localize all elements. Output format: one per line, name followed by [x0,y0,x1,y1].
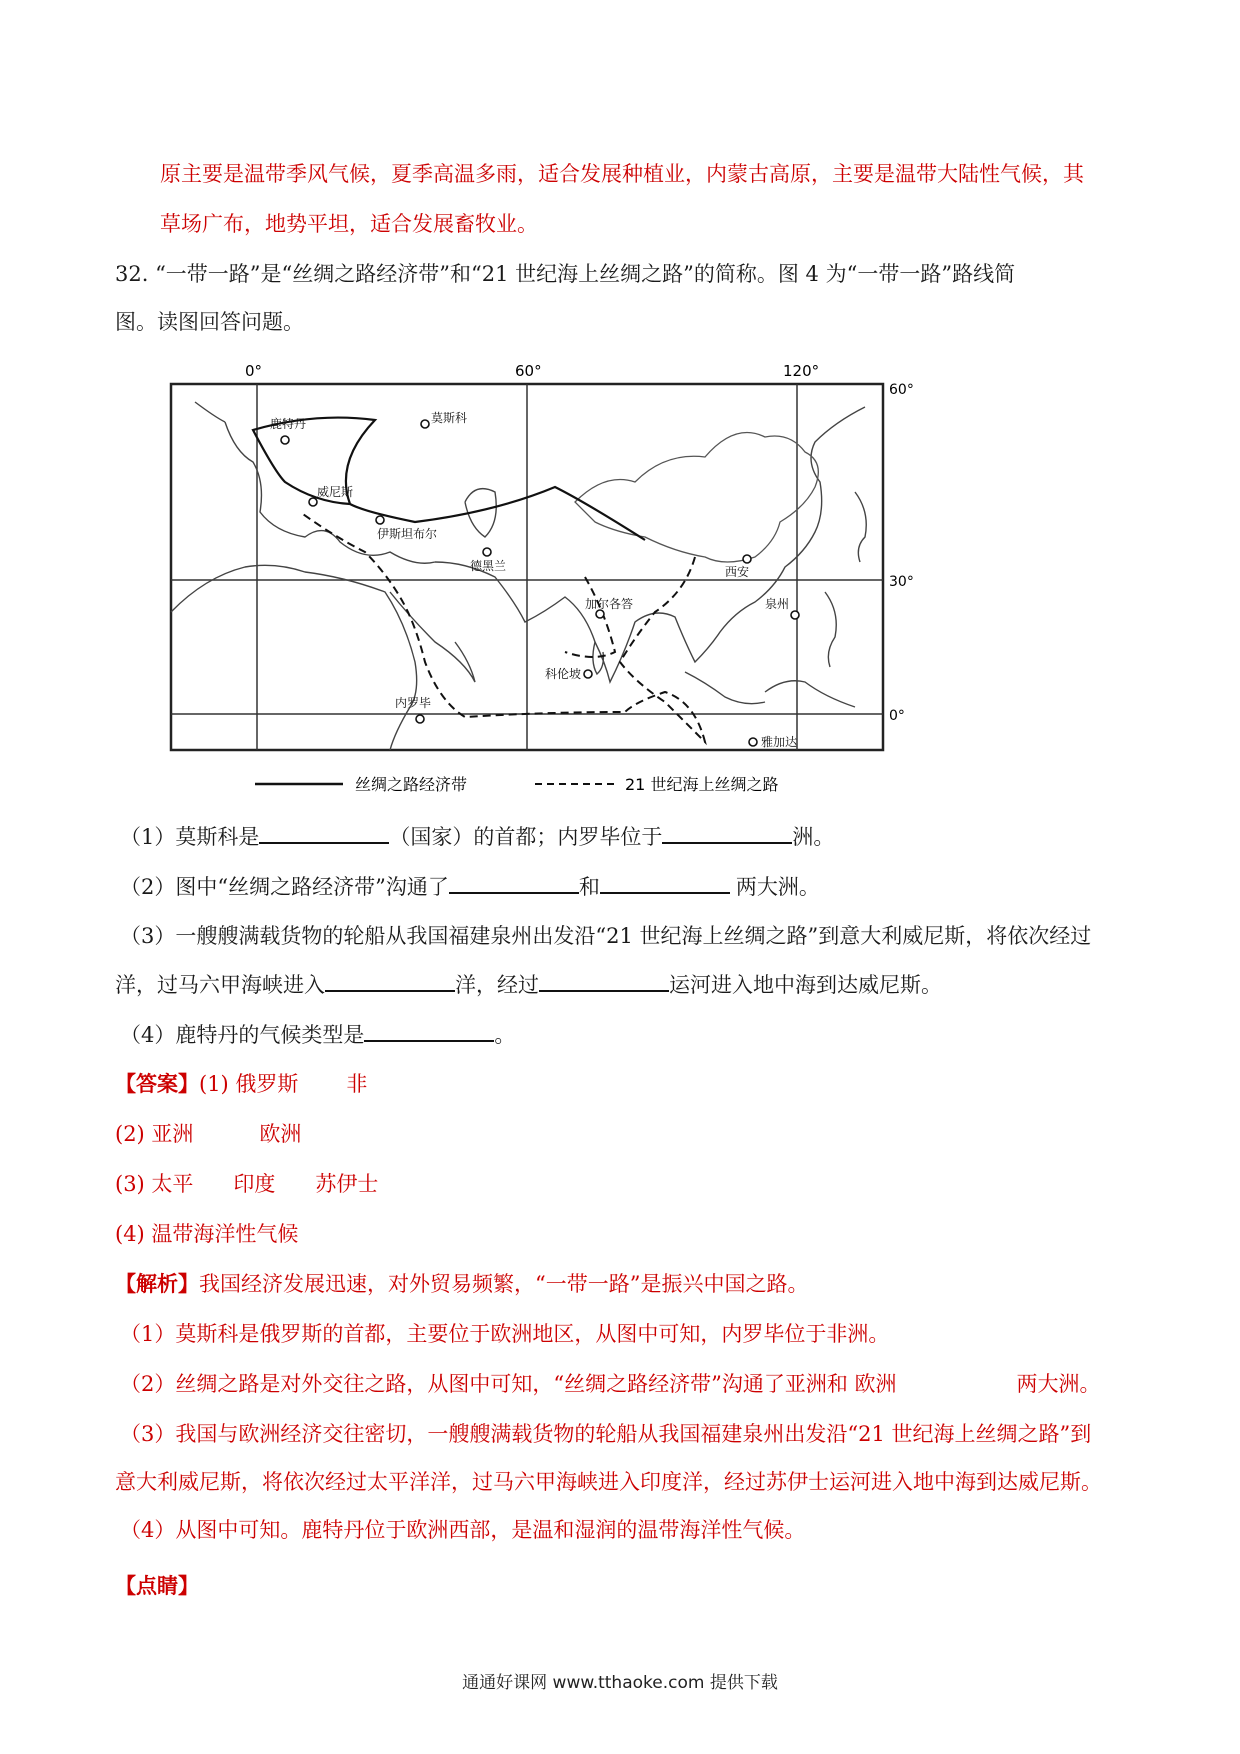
subquestion-3-line2: 洋，过马六甲海峡进入 洋，经过 运河进入地中海到达威尼斯。 [115,968,1130,1001]
city-nairobi: 内罗毕 [395,696,432,710]
blank-q3-ocean[interactable] [325,968,455,992]
intro-line-1: 原主要是温带季风气候，夏季高温多雨，适合发展种植业，内蒙古高原，主要是温带大陆性气候，其 [160,162,1084,186]
city-xian: 西安 [725,565,750,579]
lat-label-60: 60° [889,382,914,398]
analysis-1: （1）莫斯科是俄罗斯的首都，主要位于欧洲地区，从图中可知，内罗毕位于非洲。 [120,1322,890,1346]
tip-heading: 【点睛】 [115,1573,199,1598]
legend-sea-label: 21 世纪海上丝绸之路 [625,775,779,794]
legend-land-label: 丝绸之路经济带 [355,775,468,794]
page-footer: 通通好课网 www.tthaoke.com 提供下载 [462,1673,778,1693]
subquestion-3-line1: （3）一艘艘满载货物的轮船从我国福建泉州出发沿“21 世纪海上丝绸之路”到意大利威尼斯，将依次经过 [120,924,1092,948]
lat-label-0: 0° [889,708,905,724]
intro-line-2: 草场广布，地势平坦，适合发展畜牧业。 [160,212,538,236]
analysis-3-line1: （3）我国与欧洲经济交往密切，一艘艘满载货物的轮船从我国福建泉州出发沿“21 世纪海上丝绸之路”到 [120,1422,1092,1446]
answer-1: 【答案】(1) 俄罗斯 非 [115,1071,368,1096]
answer-2: (2) 亚洲 欧洲 [115,1122,302,1146]
blank-q4-climate[interactable] [364,1018,494,1042]
analysis-intro: 【解析】我国经济发展迅速，对外贸易频繁，“一带一路”是振兴中国之路。 [115,1271,809,1296]
lon-label-60: 60° [515,362,542,380]
blank-q2-first[interactable] [449,870,579,894]
maritime-silk-road-route [300,512,705,742]
answer-4: (4) 温带海洋性气候 [115,1222,299,1246]
city-istanbul: 伊斯坦布尔 [377,527,438,541]
lon-label-0: 0° [245,362,263,380]
lat-label-30: 30° [889,574,914,590]
city-kolkata: 加尔各答 [585,597,634,611]
subquestion-1: （1）莫斯科是 （国家）的首都；内罗毕位于 洲。 [120,820,1130,853]
lon-label-120: 120° [783,362,820,380]
blank-q1-continent[interactable] [662,820,792,844]
belt-road-map [165,362,925,802]
answer-tag: 【答案】 [115,1071,199,1096]
answer-3: (3) 太平 印度 苏伊士 [115,1172,379,1196]
city-moscow: 莫斯科 [431,411,468,425]
analysis-tag: 【解析】 [115,1271,199,1296]
blank-q3-canal[interactable] [539,968,669,992]
question-line-2: 图。读图回答问题。 [115,310,304,334]
analysis-4: （4）从图中可知。鹿特丹位于欧洲西部，是温和湿润的温带海洋性气候。 [120,1518,806,1542]
silk-road-belt-route [253,418,645,540]
blank-q1-country[interactable] [259,820,389,844]
china-outline [575,433,818,563]
analysis-3-line2: 意大利威尼斯，将依次经过太平洋洋，过马六甲海峡进入印度洋，经过苏伊士运河进入地中海到达威尼斯。 [115,1470,1102,1494]
city-quanzhou: 泉州 [765,597,790,611]
city-rotterdam: 鹿特丹 [270,417,307,431]
city-tehran: 德黑兰 [470,559,507,573]
analysis-2: （2）丝绸之路是对外交往之路，从图中可知，“丝绸之路经济带”沟通了亚洲和 欧洲 两大洲。 [120,1372,1101,1396]
blank-q2-second[interactable] [600,870,730,894]
question-line-1: 32. “一带一路”是“丝绸之路经济带”和“21 世纪海上丝绸之路”的简称。图 4 为“一带一路”路线简 [115,262,1016,286]
subquestion-4: （4）鹿特丹的气候类型是 。 [120,1018,1130,1051]
coastlines [171,402,866,750]
subquestion-2: （2）图中“丝绸之路经济带”沟通了 和 两大洲。 [120,870,1130,903]
city-venice: 威尼斯 [317,485,354,499]
city-colombo: 科伦坡 [545,667,582,681]
city-jakarta: 雅加达 [761,735,798,749]
